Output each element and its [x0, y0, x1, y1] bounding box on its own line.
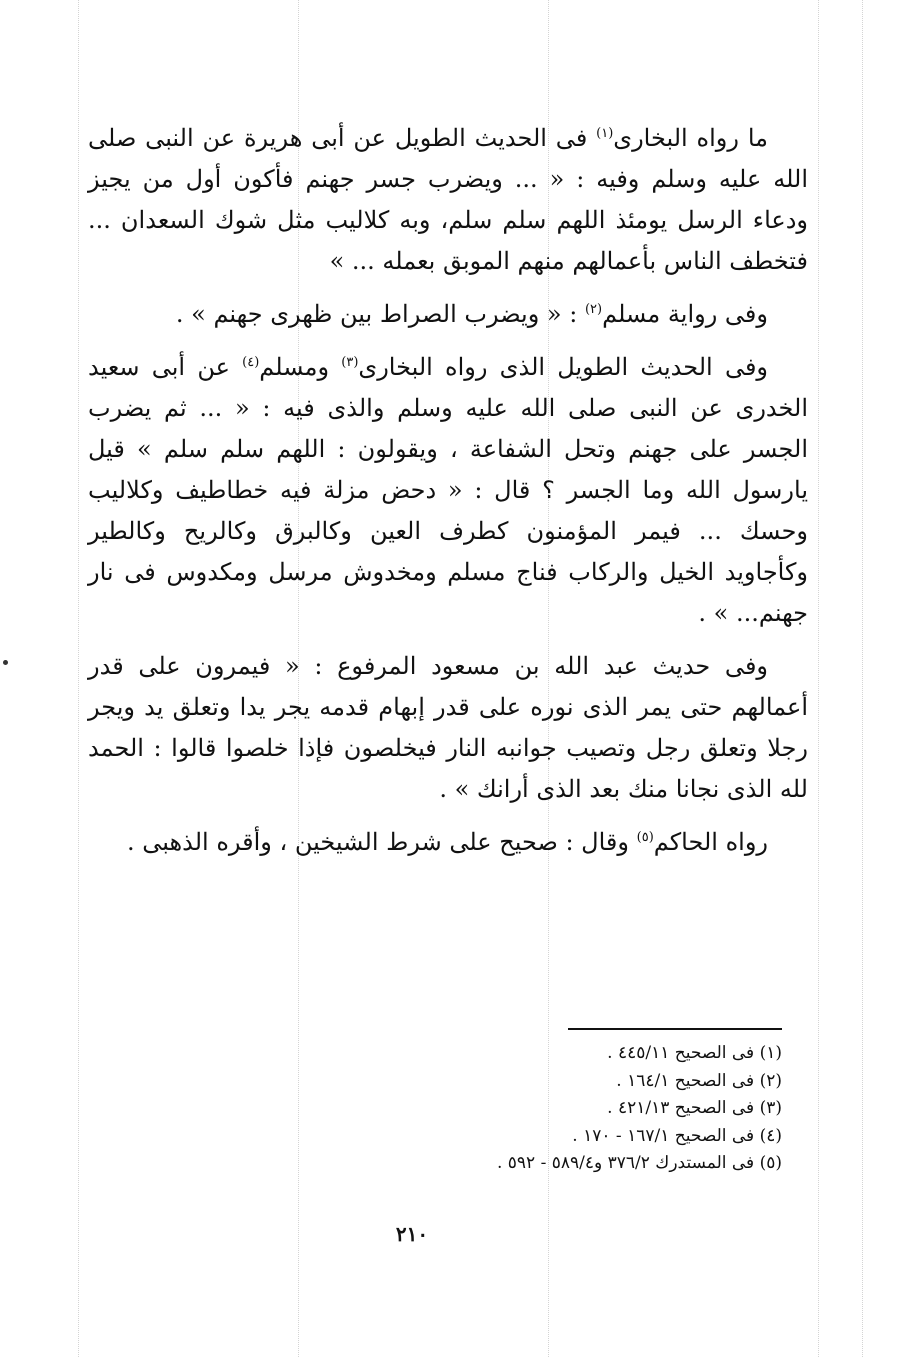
footnotes — [330, 1040, 782, 1178]
footnote-reference: (١) — [596, 126, 614, 141]
paragraph-text: عن أبى سعيد الخدرى عن النبى صلى الله عليه وسلم والذى فيه : « ... ثم يضرب الجسر على جهنم وتحل الشفاعة ، ويقولون : اللهم سلم سلم » قيل يارسول الله وما الجسر ؟ قال : « دحض مزلة فيه خطاطيف وكلاليب وحسك ... فيمر المؤمنون كطرف العين وكالبرق وكالريح وكالطير وكأجاويد الخيل والركاب فناج مسلم ومخدوش مرسل ومكدوس فى نار جهنم... » . — [88, 353, 808, 627]
footnote-reference: (٣) — [341, 355, 359, 370]
paragraph — [88, 118, 808, 282]
footnote-5: (٥) فى المستدرك ٣٧٦/٢ و٥٨٩/٤ - ٥٩٢ . — [496, 1153, 782, 1173]
footnote-3: (٣) فى الصحيح ٤٢١/١٣ . — [607, 1098, 782, 1118]
margin-mark — [3, 660, 8, 665]
paragraph-text: رواه الحاكم — [653, 828, 768, 856]
paragraph — [88, 822, 808, 863]
paragraph-text: : « ويضرب الصراط بين ظهرى جهنم » . — [175, 300, 585, 328]
paragraph-text: وفى حديث عبد الله بن مسعود المرفوع : « فيمرون على قدر أعمالهم حتى يمر الذى نوره على قدر إبهام قدمه يجر يدا وتعلق يد ويجر رجلا وتعلق رجل وتصيب جوانبه النار فيخلصون فإذا خلصوا قالوا : الحمد لله الذى نجانا منك بعد الذى أرانك » . — [88, 652, 809, 803]
scan-guide-line — [818, 0, 819, 1357]
main-text-body — [88, 118, 808, 875]
page-number: ٢١٠ — [395, 1222, 429, 1246]
paragraph — [88, 294, 808, 335]
paragraph-text: فى الحديث الطويل عن أبى هريرة عن النبى صلى الله عليه وسلم وفيه : « ... ويضرب جسر جهنم فأكون أول من يجيز ودعاء الرسل يومئذ اللهم سلم سلم، وبه كلاليب مثل شوك السعدان ... فتخطف الناس بأعمالهم منهم الموبق بعمله ... » — [88, 124, 808, 275]
paragraph-text: وفى رواية مسلم — [602, 300, 768, 328]
paragraph-text: ما رواه البخارى — [613, 124, 769, 152]
paragraph-text: ومسلم — [259, 353, 342, 381]
paragraph-text: وقال : صحيح على شرط الشيخين ، وأقره الذهبى . — [126, 828, 637, 856]
footnote-reference: (٤) — [242, 355, 260, 370]
footnote-reference: (٥) — [636, 830, 654, 845]
paragraph-text: وفى الحديث الطويل الذى رواه البخارى — [358, 353, 769, 381]
footnote-4: (٤) فى الصحيح ١٦٧/١ - ١٧٠ . — [572, 1125, 782, 1146]
paragraph — [88, 347, 808, 634]
footnote-reference: (٢) — [584, 302, 603, 317]
footnote-1: (١) فى الصحيح ٤٤٥/١١ . — [607, 1043, 782, 1063]
footnote-2: (٢) فى الصحيح ١٦٤/١ . — [616, 1070, 782, 1091]
footnote-separator — [568, 1028, 782, 1030]
paragraph — [88, 646, 808, 810]
scan-guide-line — [78, 0, 79, 1357]
scan-guide-line — [862, 0, 863, 1357]
